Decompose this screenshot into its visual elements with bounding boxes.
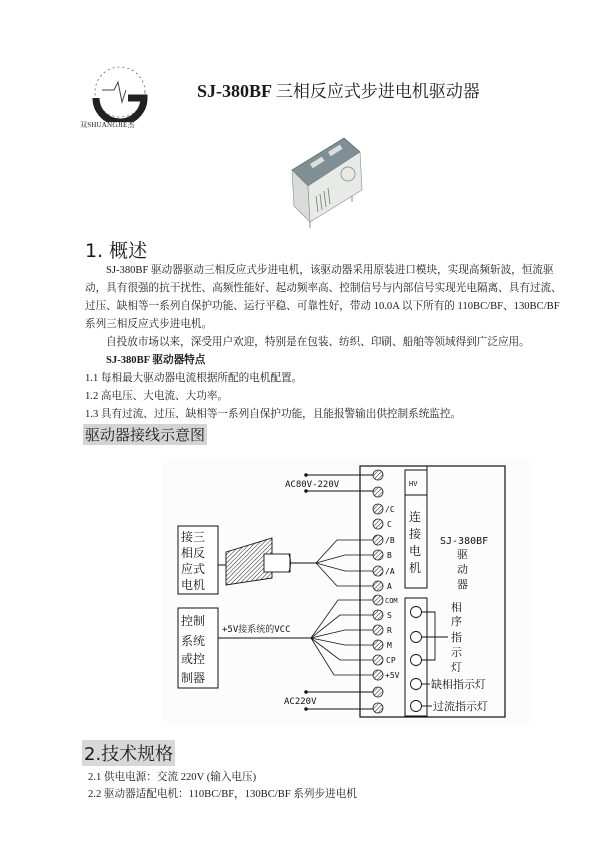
svg-text:灯: 灯 (451, 661, 462, 674)
svg-text:R: R (387, 626, 392, 635)
svg-text:动: 动 (457, 563, 468, 576)
feature-item: 1.2 高电压、大电流、大功率。 (85, 391, 229, 402)
feature-item: 1.1 每相最大驱动器电流根据所配的电机配置。 (85, 373, 303, 384)
svg-text:指: 指 (451, 631, 462, 644)
svg-text:或控: 或控 (181, 652, 206, 666)
overview-paragraph-1: SJ-380BF 驱动器驱动三相反应式步进电机，该驱动器采用原装进口模块，实现高频斩波，恒流驱动，具有很强的抗干扰性、高频性能好、起动频率高、控制信号与内部信号实现光电隔离、具有过流、过压、缺相等一系列自保护功能、运行平稳、可靠性好，带动 10.0A 以下所有的 110BC/BF、130BC/BF 系列三相反应式步进电机。 (85, 265, 562, 330)
svg-text:接三: 接三 (181, 530, 206, 544)
phase-loss-label: 缺相指示灯 (431, 678, 486, 691)
svg-text:机: 机 (409, 561, 422, 575)
svg-text:COM: COM (385, 597, 398, 605)
svg-text:驱: 驱 (457, 548, 468, 561)
svg-text:电机: 电机 (181, 578, 206, 592)
title-name: 三相反应式步进电机驱动器 (275, 82, 480, 102)
svg-text:+5V: +5V (385, 671, 400, 680)
svg-text:CP: CP (386, 656, 396, 665)
svg-text:序: 序 (451, 615, 462, 628)
vcc-label: +5V接系统的VCC (222, 625, 291, 635)
svg-text:示: 示 (451, 646, 462, 659)
svg-text:A: A (387, 582, 392, 591)
spec-item: 2.1 供电电源：交流 220V (输入电压) (88, 772, 257, 783)
svg-text:/C: /C (385, 505, 395, 514)
svg-text:电: 电 (409, 544, 422, 558)
terminal-block (373, 470, 383, 713)
wiring-diagram-label: 驱动器接线示意图 (85, 426, 206, 444)
svg-text:器: 器 (457, 578, 468, 591)
svg-text:C: C (387, 520, 392, 529)
ac-input-label: AC80V-220V (285, 480, 340, 490)
hv-label: HV (409, 480, 418, 488)
spec-item: 2.2 驱动器适配电机：110BC/BF，130BC/BF 系列步进电机 (88, 789, 357, 800)
ac220-label: AC220V (284, 697, 317, 707)
svg-text:相: 相 (451, 601, 462, 614)
overview-paragraph-2: 自投放市场以来，深受用户欢迎，特别是在包装、纺织、印刷、船舶等领域得到广泛应用。 (106, 337, 530, 348)
logo-text: 双SHUANGJIE杰 (80, 121, 135, 129)
section-heading-specs: 2.技术规格 (82, 740, 175, 766)
svg-text:接: 接 (409, 527, 422, 541)
svg-text:应式: 应式 (181, 562, 206, 576)
svg-text:B: B (387, 551, 392, 560)
overcurrent-label: 过流指示灯 (433, 700, 488, 713)
svg-text:/B: /B (385, 536, 395, 545)
svg-text:M: M (387, 641, 392, 650)
feature-item: 1.3 具有过流、过压、缺相等一系列自保护功能，且能报警输出供控制系统监控。 (85, 409, 462, 420)
svg-text:/A: /A (385, 567, 395, 576)
driver-model-label: SJ-380BF (440, 536, 489, 547)
svg-text:相反: 相反 (181, 546, 206, 560)
section-heading-overview: 1. 概述 (85, 240, 148, 262)
title-model: SJ-380BF (197, 81, 272, 101)
svg-text:连: 连 (409, 510, 422, 524)
svg-text:制器: 制器 (181, 671, 206, 685)
svg-text:S: S (387, 611, 392, 620)
features-title: SJ-380BF 驱动器特点 (106, 355, 206, 366)
svg-text:系统: 系统 (181, 634, 206, 648)
svg-text:控制: 控制 (181, 614, 206, 628)
